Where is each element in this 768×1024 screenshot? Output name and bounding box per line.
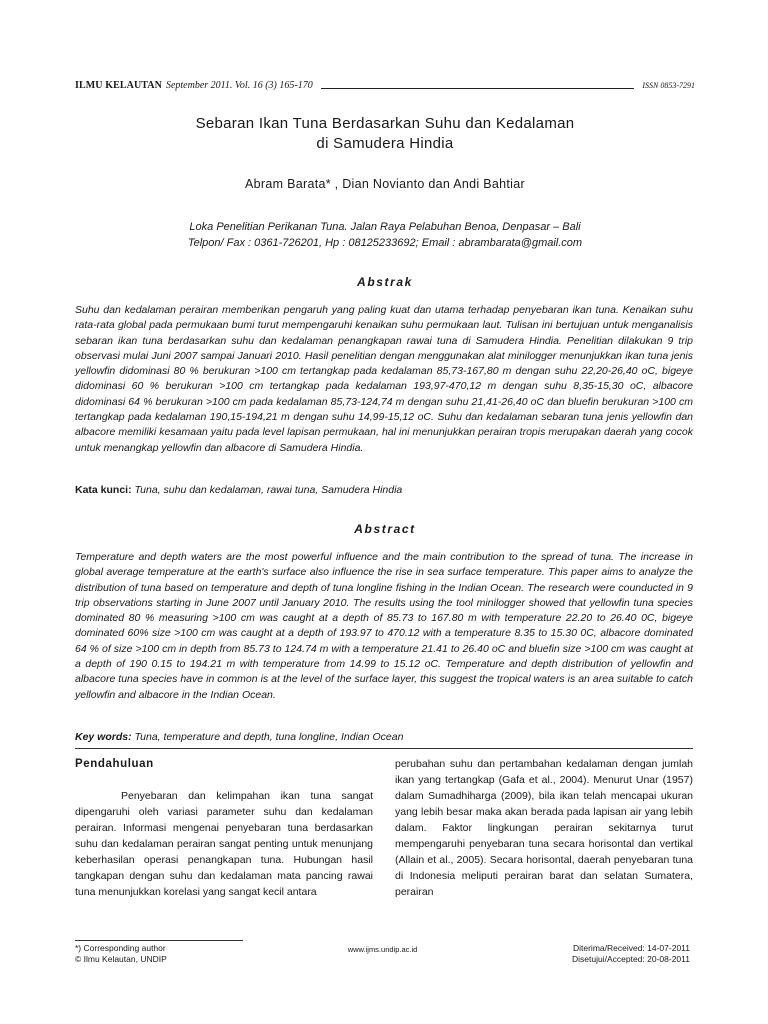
corresponding-note: *) Corresponding author: [75, 943, 166, 953]
journal-issue: September 2011. Vol. 16 (3) 165-170: [165, 79, 313, 91]
abstrak-heading: Abstrak: [357, 275, 413, 289]
received-date: Diterima/Received: 14-07-2011: [572, 943, 690, 953]
body-column-left: [75, 756, 373, 900]
section-divider: [75, 748, 693, 749]
copyright-note: © Ilmu Kelautan, UNDIP: [75, 954, 167, 964]
intro-paragraph-left: Penyebaran dan kelimpahan ikan tuna sangat dipengaruhi oleh variasi parameter suhu dan kedalaman perairan. Informasi mengenai penyebaran tuna berdasarkan suhu dan kedalaman perairan sangat penting untuk menunjang keberhasilan operasi penangkapan tuna. Hubungan hasil tangkapan dengan suhu dan kedalaman mata pancing rawai tuna menunjukkan korelasi yang sangat kecil antara: [75, 790, 373, 898]
paper-title: [75, 114, 695, 154]
abstrak-text: Suhu dan kedalaman perairan memberikan pengaruh yang paling kuat dan utama terhadap penyebaran ikan tuna. Kenaikan suhu rata-rata global pada permukaan bumi turut mempengaruhi kenaikan suhu permukaan laut. Tulisan ini bertujuan untuk menganalisis sebaran ikan tuna berdasarkan suhu dan kedalaman penangkapan rawai tuna di Samudera Hindia. Penelitian dilakukan 9 trip observasi mulai Juni 2007 sampai Januari 2010. Hasil penelitian dengan menggunakan alat minilogger menunjukkan ikan tuna jenis yellowfin didominasi 80 % berukuran >100 cm tertangkap pada kedalaman 85,73-167,80 m dengan suhu 22,20-26,40 oC, bigeye didominasi 60 % berukuran >100 cm tertangkap pada kedalaman 193,97-470,12 m dengan suhu 8,35-15,30 oC, albacore didominasi 64 % berukuran >100 cm pada kedalaman 85,73-124,74 m dengan suhu 21,41-26,40 oC dan bluefin berukuran >100 cm tertangkap pada kedalaman 190,15-194,21 m dengan suhu 14,99-15,12 oC. Suhu dan kedalaman sebaran tuna jenis yellowfin dan albacore memiliki kesamaan yaitu pada level lapisan permukaan, hal ini menunjukkan perairan tropis merupakan daerah yang cocok untuk menangkap yellowfin dan albacore di Samudera Hindia.: [75, 304, 693, 454]
journal-name: ILMU KELAUTAN: [75, 79, 162, 91]
intro-paragraph-right: perubahan suhu dan pertambahan kedalaman dengan jumlah ikan yang tertangkap (Gafa et al., 2004). Menurut Unar (1957) dalam Sumadhiharga (2009), bila ikan telah mencapai ukuran yang lebih besar maka akan berada pada lapisan air yang lebih dalam. Faktor lingkungan perairan sekitarnya turut mempengaruhi penyebaran tuna secara horisontal dan vertikal (Allain et al., 2005). Secara horisontal, daerah penyebaran tuna di Indonesia meliputi perairan barat dan selatan Sumatera, perairan: [395, 758, 693, 898]
footnote-rule: [75, 940, 243, 941]
author-list: Abram Barata* , Dian Novianto dan Andi Bahtiar: [245, 177, 525, 191]
footnote-left: [75, 943, 167, 965]
affiliation-line-1: Loka Penelitian Perikanan Tuna. Jalan Raya Pelabuhan Benoa, Denpasar – Bali: [189, 221, 581, 233]
key-words: [75, 731, 695, 743]
title-line-2: di Samudera Hindia: [316, 135, 454, 152]
journal-issn: ISSN 0853-7291: [642, 80, 695, 90]
header-rule: [321, 88, 635, 89]
journal-header: [75, 77, 695, 93]
section-heading: Pendahuluan: [75, 758, 154, 770]
body-column-right: [395, 756, 693, 900]
journal-website[interactable]: www.ijms.undip.ac.id: [347, 945, 418, 954]
key-words-values: Tuna, temperature and depth, tuna longline, Indian Ocean: [134, 731, 404, 743]
abstract-text: Temperature and depth waters are the most powerful influence and the main contribution to the spread of tuna. The increase in global average temperature at the earth's surface also influence the rise in sea surface temperature. This paper aims to analyze the distribution of tuna based on temperature and depth of tuna longline fishing in the Indian Ocean. The research were counducted in 9 trip observations starting in June 2007 until January 2010. The results using the tool minilogger showed that yellowfin tuna species dominated 80 % measuring >100 cm was caught at a depth of 85.73 to 167.80 m with temperature 22.20 to 26.40 0C, bigeye dominated 60% size >100 cm was caught at a depth of 193.97 to 470.12 with a temperature 8.35 to 15.30 0C, albacore dominated 64 % of size >100 cm in depth from 85.73 to 124.74 m with a temperature 21.41 to 26.40 oC and bluefin size >100 cm was caught at a depth of 190 0.15 to 194.21 m with temperature from 14.99 to 15.12 oC. Temperature and depth distribution of yellowfin and albacore tuna species have in common is at the level of the surface layer, this suggest the tropical waters is an area suitable to catch yellowfin and albacore in the Indian Ocean.: [75, 551, 693, 701]
accepted-date: Disetujui/Accepted: 20-08-2011: [572, 954, 690, 964]
affiliation-line-2: Telpon/ Fax : 0361-726201, Hp : 08125233692; Email : abrambarata@gmail.com: [187, 237, 583, 249]
title-line-1: Sebaran Ikan Tuna Berdasarkan Suhu dan Kedalaman: [195, 115, 575, 132]
footnote-dates: [520, 943, 690, 965]
key-words-label: Key words:: [75, 731, 132, 743]
kata-kunci-label: Kata kunci:: [75, 484, 132, 496]
affiliation: [75, 219, 695, 251]
kata-kunci: [75, 484, 695, 496]
kata-kunci-values: Tuna, suhu dan kedalaman, rawai tuna, Samudera Hindia: [134, 484, 403, 496]
abstract-heading: Abstract: [354, 522, 416, 536]
